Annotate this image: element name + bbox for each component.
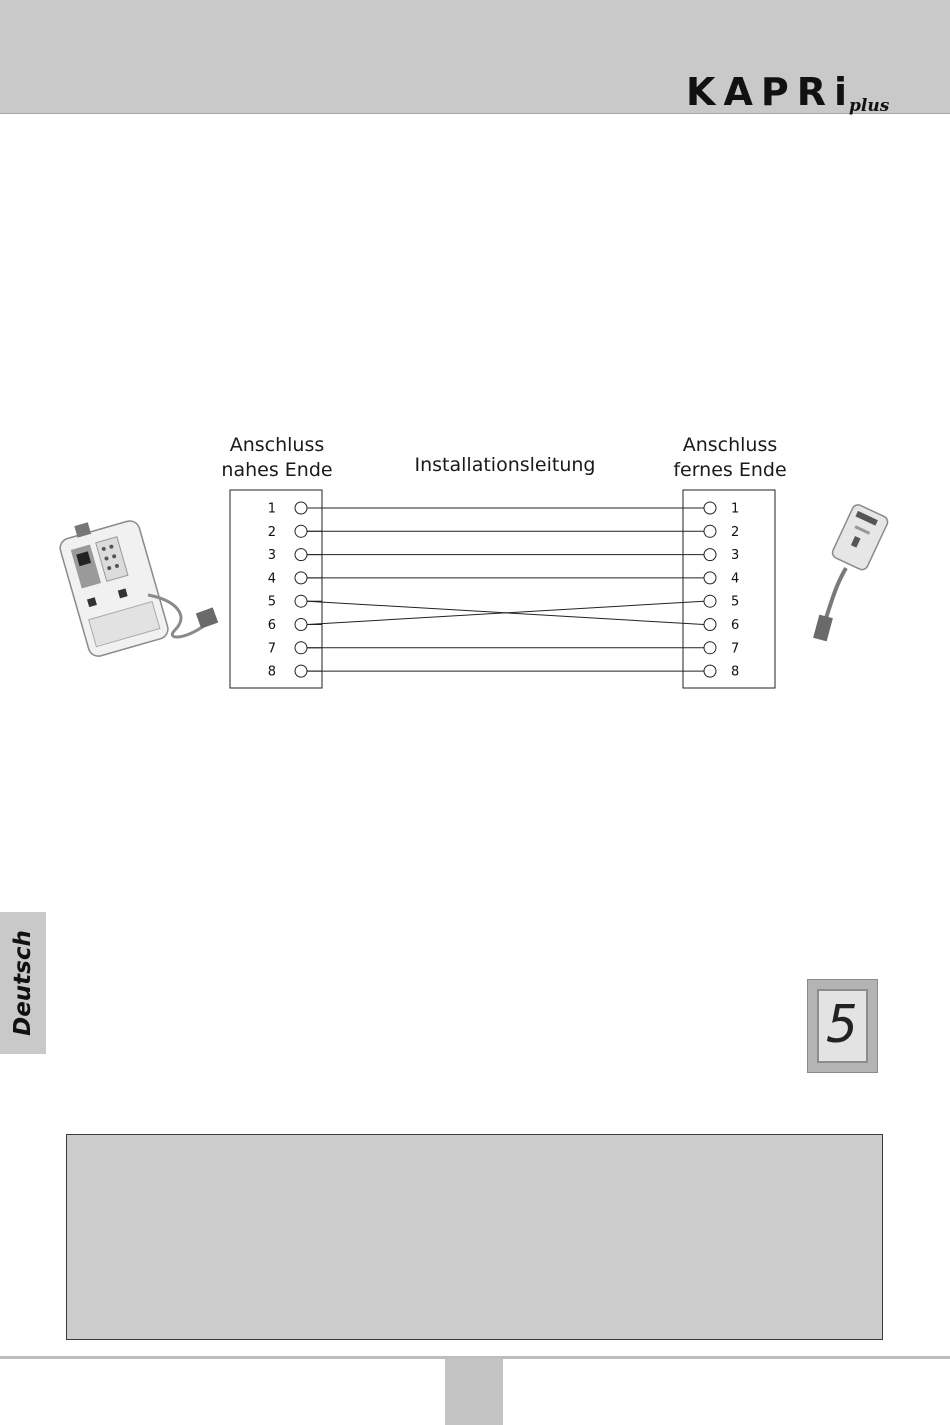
near-pin-circle [295, 525, 307, 537]
near-pin-label: 3 [267, 548, 276, 564]
page-number-tab [445, 1358, 503, 1425]
near-pin-circle [295, 665, 307, 677]
far-end-heading [660, 433, 800, 483]
near-end-heading [207, 433, 347, 483]
language-side-tab [0, 912, 46, 1054]
far-pin-circle [704, 665, 716, 677]
near-pin-label: 1 [267, 501, 276, 517]
far-pin-circle [704, 525, 716, 537]
logo-suffix-text: plus [849, 96, 890, 116]
far-pin-label: 5 [731, 594, 740, 610]
near-pin-circle [295, 642, 307, 654]
far-pin-circle [704, 502, 716, 514]
header-band [0, 0, 950, 114]
near-pin-label: 2 [267, 524, 276, 540]
far-pin-label: 6 [731, 618, 740, 633]
near-pin-label: 7 [267, 641, 276, 657]
far-end-connector-box [683, 490, 775, 688]
near-pin-label: 8 [267, 664, 276, 680]
near-pin-circle [295, 502, 307, 514]
near-end-heading-line-1: Anschluss [229, 434, 325, 456]
far-pin-label: 8 [731, 664, 740, 680]
far-pin-circle [704, 642, 716, 654]
far-end-heading-line-1: Anschluss [682, 434, 778, 456]
language-label: Deutsch [10, 930, 36, 1036]
display-window [817, 989, 868, 1063]
near-pin-circle [295, 572, 307, 584]
cable-heading: Installationsleitung [414, 454, 596, 476]
near-pin-label: 6 [267, 618, 276, 633]
near-pin-circle [295, 619, 307, 631]
far-pin-label: 7 [731, 641, 740, 657]
far-pin-circle [704, 595, 716, 607]
near-end-connector-box [230, 490, 322, 688]
far-pin-label: 1 [731, 501, 740, 517]
tester-device-image [55, 509, 218, 658]
display-digit: 5 [826, 995, 859, 1055]
far-pin-label: 4 [731, 571, 740, 587]
far-pin-circle [704, 549, 716, 561]
near-pin-circle [295, 549, 307, 561]
note-box [66, 1134, 883, 1340]
far-pin-circle [704, 572, 716, 584]
kapri-plus-logo [686, 72, 889, 122]
logo-brand-text: KAPRi [686, 70, 855, 114]
seven-segment-display [807, 979, 878, 1073]
far-pin-label: 2 [731, 524, 740, 540]
near-pin-label: 4 [267, 571, 276, 587]
wire-group [307, 508, 704, 671]
near-pin-circle [295, 595, 307, 607]
near-pin-label: 5 [267, 594, 276, 610]
near-end-heading-line-2: nahes Ende [221, 459, 333, 481]
far-pin-circle [704, 619, 716, 631]
wiring-diagram [0, 480, 950, 680]
remote-terminator-image [813, 503, 889, 641]
far-pin-label: 3 [731, 548, 740, 564]
far-end-heading-line-2: fernes Ende [673, 459, 787, 481]
